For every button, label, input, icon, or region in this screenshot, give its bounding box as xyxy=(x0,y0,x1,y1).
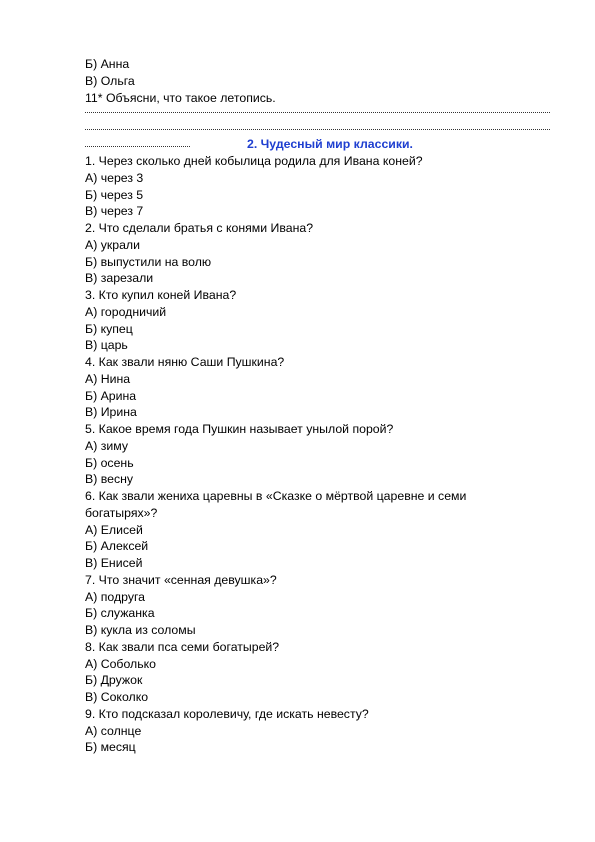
answer-option: А) зиму xyxy=(85,438,128,453)
question-text: 3. Кто купил коней Ивана? xyxy=(85,288,237,302)
answer-option: А) через 3 xyxy=(85,170,144,185)
worksheet-page xyxy=(85,56,555,756)
answer-blank-line xyxy=(85,112,550,113)
question-text: 7. Что значит «сенная девушка»? xyxy=(85,572,277,587)
answer-option: А) Соболько xyxy=(85,656,156,671)
question-text: 6. Как звали жениха царевны в «Сказке о мёртвой царевне и семи богатырях»? xyxy=(85,489,467,520)
answer-blank-line xyxy=(85,129,550,130)
answer-option: Б) Алексей xyxy=(85,539,149,554)
answer-option: Б) Дружок xyxy=(85,673,143,688)
answer-option: А) украли xyxy=(85,237,140,252)
answer-option: Б) месяц xyxy=(85,740,136,755)
answer-option: В) Енисей xyxy=(85,556,143,570)
answer-option: А) Нина xyxy=(85,371,131,386)
answer-option: А) Елисей xyxy=(85,522,143,537)
answer-option: Б) через 5 xyxy=(85,187,144,202)
question-text: 11* Объясни, что такое летопись. xyxy=(85,90,276,105)
answer-option: В) царь xyxy=(85,338,128,353)
answer-option: В) Ирина xyxy=(85,405,137,420)
question-text: 5. Какое время года Пушкин называет унылой порой? xyxy=(85,422,394,436)
answer-option: Б) купец xyxy=(85,321,133,336)
answer-option: Б) Анна xyxy=(85,57,130,71)
answer-option: Б) осень xyxy=(85,455,134,470)
question-text: 4. Как звали няню Саши Пушкина? xyxy=(85,355,285,369)
question-text: 9. Кто подсказал королевичу, где искать невесту? xyxy=(85,706,369,721)
answer-option: В) кукла из соломы xyxy=(85,623,196,637)
answer-option: А) солнце xyxy=(85,723,142,738)
answer-option: В) Ольга xyxy=(85,73,135,88)
question-list xyxy=(85,153,555,756)
answer-option: В) через 7 xyxy=(85,204,144,219)
answer-option: В) зарезали xyxy=(85,271,154,286)
question-text: 1. Через сколько дней кобылица родила для Ивана коней? xyxy=(85,154,423,168)
answer-option: А) городничий xyxy=(85,304,167,319)
section-title: 2. Чудесный мир классики. xyxy=(247,137,413,152)
answer-option: Б) служанка xyxy=(85,606,155,621)
answer-option: В) Соколко xyxy=(85,690,149,704)
answer-option: А) подруга xyxy=(85,589,146,604)
question-text: 2. Что сделали братья с конями Ивана? xyxy=(85,221,314,235)
question-text: 8. Как звали пса семи богатырей? xyxy=(85,639,280,654)
answer-option: В) весну xyxy=(85,472,134,487)
answer-option: Б) Арина xyxy=(85,388,137,403)
answer-option: Б) выпустили на волю xyxy=(85,254,212,269)
